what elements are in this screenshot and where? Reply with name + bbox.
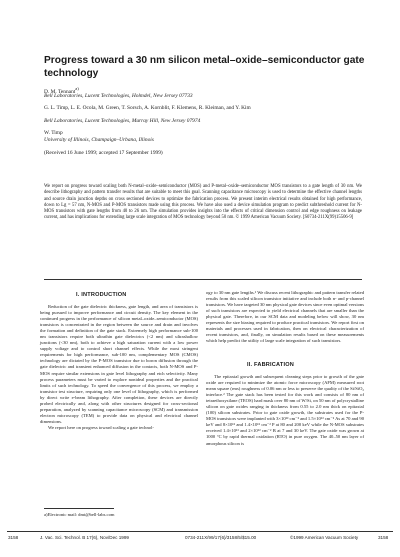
fabrication-paragraph: The epitaxial growth and subsequent cleaning steps prior to growth of the gate oxide are required to minimize the atomic force microscopy (AFM) measured root mean square (rms) roughness of 0.06 nm or less to preserve the quality of the Si/SiO₂ interface.² The gate stack has been tested for this work and consists of 80 nm of tetraethoxysilane (TEOS) hard mask over 80 nm of W/Si, on 50 nm of polycrystalline silicon on gate oxides ranging in thickness from 0.55 to 2.0 nm thick on epitaxial (100) silicon substrates. Prior to gate oxide growth, the substrates used for the P-MOS transistors were implanted with 3×10¹³ cm⁻² and 1.5×10¹³ cm⁻² As at 70 and 90 keV and 8×10¹² and 1.4×10¹³ cm⁻² P at 80 and 200 keV while the N-MOS substrates received 1.4×10¹³ and 2×10¹³ cm⁻² B at 7 and 30 keV. The gate oxide was grown at 1000 °C by rapid thermal oxidation (RTO) in pure oxygen. The 40–50 nm layer of amorphous silicon is xyxy=(206,374,364,446)
affiliation-2: Bell Laboratories, Lucent Technologies, Murray Hill, New Jersey 07974 xyxy=(44,118,201,124)
author-line-2: G. L. Timp, L. E. Ocola, M. Green, T. Sorsch, A. Kornblit, F. Klemens, R. Kleiman, and Y. Kim xyxy=(44,105,251,111)
right-column-fabrication xyxy=(206,374,364,447)
paper-title: Progress toward a 30 nm silicon metal–oxide–semiconductor gate technology xyxy=(44,55,365,79)
footnote: a)Electronic mail: dmt@bell-labs.com xyxy=(44,512,115,517)
affiliation-1: Bell Laboratories, Lucent Technologies, Holmdel, New Jersey 07733 xyxy=(44,93,193,99)
abstract: We report on progress toward scaling both N-metal–oxide–semiconductor (MOS) and P-metal–oxide–semiconductor MOS transistors to a gate length of 30 nm. We describe lithography and pattern transfer results that are suitable to meet this goal. Scanning capacitance microscopy is used to determine the effective channel lengths and source drain junction depths on cross sectioned devices to optimize the fabrication process. We present interim electrical results obtained for high performance, down to Lg = 57 nm, N-MOS and P-MOS transistors made using this process. We have also used a device simulation program to predict subthreshold current for N-MOS transistors with gate lengths from 40 to 26 nm. The simulation provides insights into the effects of critical dimension control and edge roughness on leakage current, and has implications for extending large scale integration of MOS technology beyond 50 nm. © 1999 American Vacuum Society. [S0734-211X(99)15506-9] xyxy=(44,184,362,221)
received-dates: (Received 16 June 1999; accepted 17 September 1999) xyxy=(44,150,163,156)
author-footnote-mark: a) xyxy=(75,86,79,91)
intro-paragraph-2: We report here on progress toward scaling a gate technol- xyxy=(48,424,154,430)
right-column-intro xyxy=(206,290,364,344)
intro-paragraph-continued: ogy to 30 nm gate lengths.¹ We discuss recent lithographic and pattern transfer related results from this scaled silicon transistor initiative and include both n- and p-channel transistors. We have targeted 30 nm physical gate devices since even optimal versions of such transistors are expected to yield electrical channels that are smaller than the physical gate. Therefore, in our SCM data and modeling below will show, 30 nm represents the size biasing required to produce practical transistors. We report first on materials and processes used in fabrication, then on electrical characterization of recent transistors, and, finally, on simulation results based on these measurements which help predict the utility of large scale integration of such transistors. xyxy=(206,290,364,344)
footer-issn: 0734-211X/99/17(6)/3158/5/$15.00 xyxy=(185,535,257,540)
affiliation-3: University of Illinois, Champaign–Urbana, Illinois xyxy=(44,137,154,143)
footer-copyright: ©1999 American Vacuum Society xyxy=(290,535,359,540)
footnote-rule xyxy=(44,508,114,509)
footer-rule xyxy=(7,531,393,532)
left-column xyxy=(40,304,198,431)
footer-page-number-right: 3158 xyxy=(378,535,389,540)
intro-paragraph-1: Reduction of the gate dielectric thickness, gate length, and area of transistors is being pursued to improve performance and circuit density. The key element in the continued progress in the performance of silicon metal–oxide–semiconductor (MOS) transistors is concentrated in the region between the source and drain and involves the formation and definition of the gate stack. Extremely high performance sub-100 nm transistors require both ultrathin gate dielectrics (<2 nm) and ultrashallow junctions (<30 nm), both to achieve a high saturation current with a low power supply voltage and to control short channel effects. While the most stringent requirements for high performance, sub-100 nm, complementary MOS (CMOS) technology are dictated by the P-MOS transistor due to boron diffusion through the gate dielectric and transient enhanced diffusion in the contacts, both N-MOS and P-MOS require similar extensions in gate level lithography and etch selectivity. Many process parameters must be varied to explore nonideal properties and the practical limits of such technology. To speed the convergence of this process, we employ a transistor test structure, requiring only one level of lithography, which is performed by direct write e-beam lithography. After completion, these devices are directly probed electrically and, along with other structures designed for cross-sectional preparation, analyzed by scanning capacitance microscopy (SCM) and transmission electron microscopy (TEM) to provide data on physical and electrical channel dimensions. xyxy=(40,304,198,424)
footer-journal: J. Vac. Sci. Technol. B 17(6), Nov/Dec 1999 xyxy=(40,535,129,540)
author-names: D. M. Tennant xyxy=(44,88,76,95)
section-heading-fabrication: II. FABRICATION xyxy=(247,362,295,368)
author-line-3: W. Timp xyxy=(44,130,63,136)
abstract-rule xyxy=(44,279,362,280)
section-heading-introduction: I. INTRODUCTION xyxy=(76,292,127,298)
footer-page-number-left: 3158 xyxy=(8,535,19,540)
